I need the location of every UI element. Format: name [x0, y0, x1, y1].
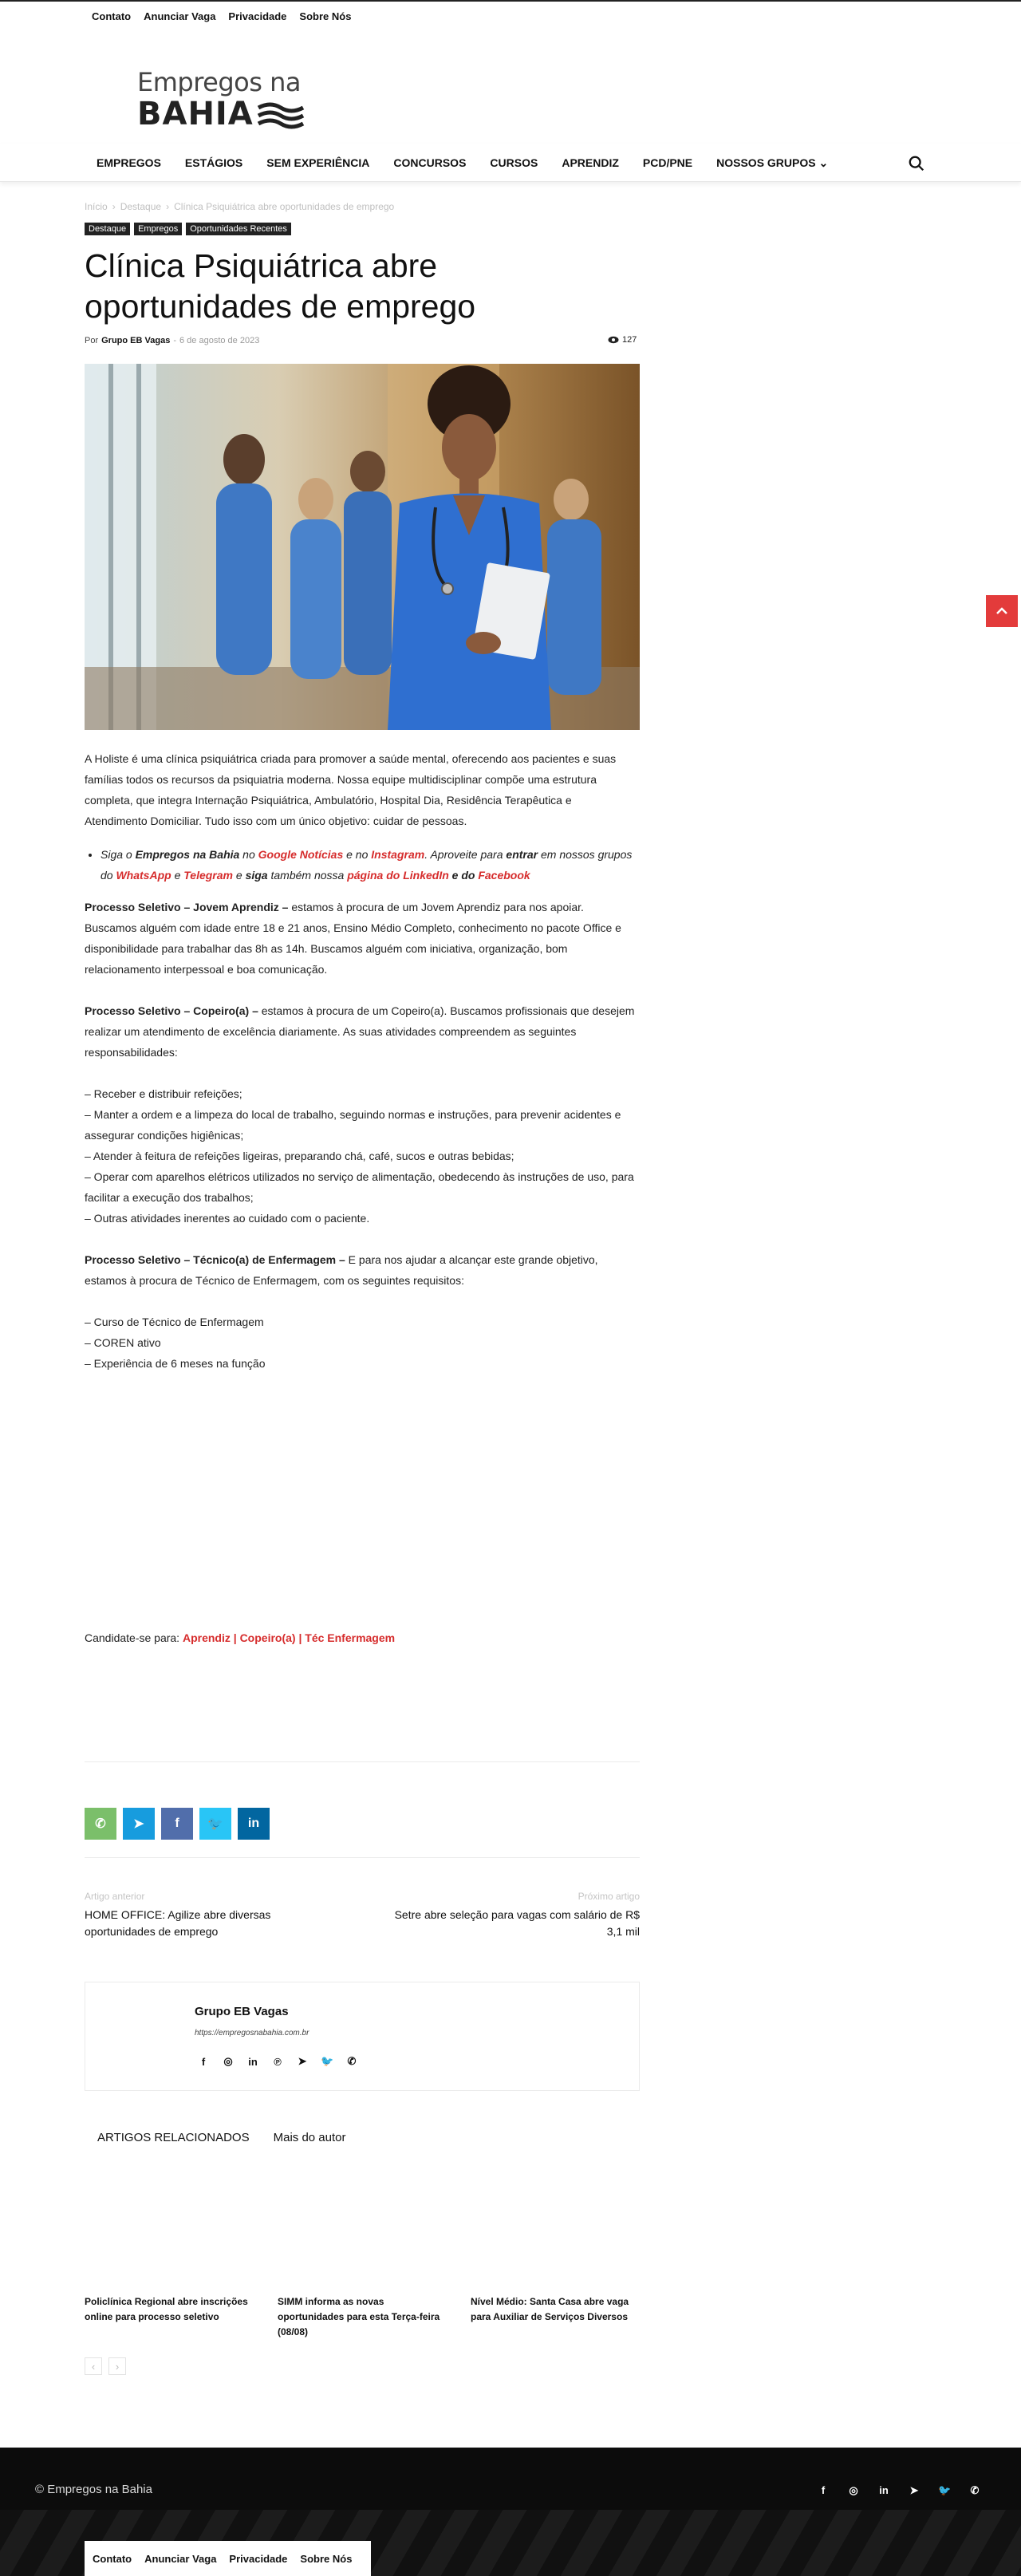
top-link-contato[interactable]: Contato	[92, 10, 132, 22]
twitter-icon[interactable]: 🐦	[938, 2484, 952, 2496]
nav-item-sem-experiencia[interactable]: SEM EXPERIÊNCIA	[266, 156, 370, 169]
category-tag[interactable]: Destaque	[85, 223, 130, 235]
author-prefix: Por	[85, 336, 99, 345]
top-links	[92, 10, 351, 22]
next-article-title[interactable]: Setre abre seleção para vagas com salário de R$ 3,1 mil	[394, 1908, 640, 1938]
related-pager	[85, 2357, 126, 2375]
tab-artigos-relacionados[interactable]: ARTIGOS RELACIONADOS	[97, 2131, 250, 2144]
linkedin-icon: in	[247, 1817, 260, 1830]
nav-item-aprendiz[interactable]: APRENDIZ	[562, 156, 619, 169]
site-logo[interactable]	[137, 67, 305, 132]
top-link-sobre-nos[interactable]: Sobre Nós	[299, 10, 352, 22]
twitter-share-button[interactable]	[199, 1808, 231, 1840]
copeiro-list-item: – Outras atividades inerentes ao cuidado com o paciente.	[85, 1212, 370, 1225]
section-tecnico: Processo Seletivo – Técnico(a) de Enfermagem – E para nos ajudar a alcançar este grande objetivo, estamos à procura de Técnico de Enfermagem, com os seguintes requisitos:	[85, 1253, 598, 1287]
meta-separator: -	[173, 336, 176, 345]
copeiro-list-item: – Manter a ordem e a limpeza do local de trabalho, seguindo normas e instruções, para prevenir acidentes e	[85, 1108, 621, 1121]
copeiro-list-item: – Receber e distribuir refeições;	[85, 1087, 242, 1100]
author-social-icons	[197, 2055, 358, 2068]
nurse-photo	[85, 364, 640, 730]
view-count-value: 127	[622, 335, 637, 345]
linkedin-icon[interactable]: in	[879, 2484, 889, 2496]
next-article-label: Próximo artigo	[578, 1891, 640, 1902]
linkedin-share-button[interactable]	[238, 1808, 270, 1840]
breadcrumb-home[interactable]: Início	[85, 201, 108, 212]
whatsapp-share-button[interactable]	[85, 1808, 116, 1840]
author-box	[85, 1982, 640, 2091]
divider	[85, 1857, 640, 1858]
tecnico-list-item: – Experiência de 6 meses na função	[85, 1357, 266, 1370]
footer-social-icons	[817, 2484, 981, 2497]
nav-item-estagios[interactable]: ESTÁGIOS	[184, 156, 243, 169]
footer-link-contato[interactable]: Contato	[93, 2552, 132, 2565]
breadcrumb-destaque[interactable]: Destaque	[120, 201, 162, 212]
related-article-title[interactable]: SIMM informa as novas oportunidades para esta Terça-feira (08/08)	[278, 2296, 440, 2337]
author-box-name[interactable]: Grupo EB Vagas	[195, 2005, 289, 2018]
facebook-icon: f	[175, 1817, 179, 1830]
previous-article-label: Artigo anterior	[85, 1891, 145, 1902]
footer-copyright: © Empregos na Bahia	[35, 2483, 152, 2496]
category-tags	[85, 223, 291, 235]
featured-image	[85, 364, 640, 730]
copeiro-list-item: assegurar condições higiênicas;	[85, 1129, 244, 1142]
related-tabs	[97, 2131, 346, 2144]
prev-page-button[interactable]: ‹	[85, 2357, 102, 2375]
footer-link-privacidade[interactable]: Privacidade	[229, 2552, 288, 2565]
apply-link-tec-enfermagem[interactable]: Téc Enfermagem	[305, 1631, 396, 1644]
category-tag[interactable]: Empregos	[134, 223, 182, 235]
view-count	[608, 335, 637, 345]
breadcrumb-separator: ›	[166, 201, 170, 212]
breadcrumb	[85, 201, 394, 212]
twitter-icon[interactable]: 🐦	[321, 2055, 334, 2067]
author-link[interactable]: Grupo EB Vagas	[101, 336, 171, 345]
apply-separator: |	[298, 1631, 302, 1644]
next-article[interactable]	[376, 1891, 640, 1940]
chevron-up-icon	[995, 607, 1008, 615]
apply-link-aprendiz[interactable]: Aprendiz	[182, 1631, 231, 1644]
divider	[85, 1761, 640, 1762]
footer-links	[85, 2541, 371, 2576]
article-body	[85, 748, 637, 1648]
instagram-icon[interactable]: ◎	[849, 2484, 858, 2496]
copeiro-list-item: – Operar com aparelhos elétricos utilizados no serviço de alimentação, obedecendo às instruções de uso, para	[85, 1170, 634, 1183]
follow-item: • Siga o Empregos na Bahia no Google Notícias e no Instagram. Aproveite para entrar em nossos grupos do WhatsApp e Telegram e siga também nossa página do LinkedIn e do Facebook	[101, 844, 637, 886]
section-copeiro: Processo Seletivo – Copeiro(a) – estamos à procura de um Copeiro(a). Buscamos profissionais que desejem realizar um atendimento de excelência diariamente. As suas atividades compreendem as seguintes responsabilidades:	[85, 1004, 635, 1059]
top-link-privacidade[interactable]: Privacidade	[228, 10, 287, 22]
section-aprendiz: Processo Seletivo – Jovem Aprendiz – estamos à procura de um Jovem Aprendiz para nos apoiar. Buscamos alguém com idade entre 18 e 21 anos, Ensino Médio Completo, conhecimento no pacote Office e disponibilidade para trabalhar das 8h as 14h. Buscamos alguém com iniciativa, organização, bom relacionamento interpessoal e boa comunicação.	[85, 901, 621, 976]
whatsapp-link[interactable]: WhatsApp	[116, 869, 171, 882]
chevron-down-icon: ⌄	[818, 156, 829, 169]
tab-mais-do-autor[interactable]: Mais do autor	[273, 2131, 346, 2144]
whatsapp-icon: ✆	[95, 1817, 106, 1831]
share-buttons	[85, 1808, 270, 1840]
search-icon[interactable]	[908, 155, 925, 172]
category-tag[interactable]: Oportunidades Recentes	[186, 223, 291, 235]
eye-icon	[608, 336, 619, 344]
telegram-icon[interactable]: ➤	[909, 2484, 919, 2496]
linkedin-link[interactable]: página do LinkedIn	[347, 869, 449, 882]
telegram-icon: ➤	[133, 1817, 144, 1831]
nav-item-nossos-grupos[interactable]: NOSSOS GRUPOS ⌄	[716, 156, 829, 169]
related-article-title[interactable]: Nível Médio: Santa Casa abre vaga para Auxiliar de Serviços Diversos	[471, 2296, 629, 2322]
google-news-link[interactable]: Google Notícias	[258, 848, 344, 861]
linkedin-icon[interactable]: in	[248, 2055, 258, 2068]
breadcrumb-separator: ›	[112, 201, 116, 212]
next-page-button[interactable]: ›	[108, 2357, 126, 2375]
twitter-icon: 🐦	[207, 1817, 223, 1831]
copeiro-list-item: – Atender à feitura de refeições ligeiras, preparando chá, café, sucos e outras bebidas;	[85, 1150, 514, 1162]
whatsapp-icon[interactable]: ✆	[347, 2055, 357, 2067]
follow-brand: Empregos na Bahia	[135, 848, 240, 861]
top-bar	[0, 0, 1021, 32]
facebook-icon[interactable]: f	[201, 2055, 206, 2068]
apply-separator: |	[233, 1631, 237, 1644]
pinterest-icon[interactable]: ℗	[274, 2055, 282, 2068]
previous-article-title[interactable]: HOME OFFICE: Agilize abre diversas oportunidades de emprego	[85, 1908, 271, 1938]
breadcrumb-current: Clínica Psiquiátrica abre oportunidades de emprego	[174, 201, 395, 212]
previous-article[interactable]	[85, 1891, 324, 1940]
top-link-anunciar-vaga[interactable]: Anunciar Vaga	[144, 10, 216, 22]
intro-paragraph: A Holiste é uma clínica psiquiátrica criada para promover a saúde mental, oferecendo aos pacientes e suas famílias todos os recursos da psiquiatria moderna. Nossa equipe multidisciplinar compõe uma estrutura completa, que integra Internação Psiquiátrica, Ambulatório, Hospital Dia, Residência Terapêutica e Atendimento Domiciliar. Tudo isso com um único objetivo: cuidar de pessoas.	[85, 752, 617, 827]
footer-link-anunciar-vaga[interactable]: Anunciar Vaga	[144, 2552, 217, 2565]
back-to-top-button[interactable]	[986, 595, 1018, 627]
instagram-icon[interactable]: ◎	[223, 2055, 233, 2067]
nav-item-concursos[interactable]: CONCURSOS	[393, 156, 467, 169]
instagram-link[interactable]: Instagram	[371, 848, 425, 861]
article-date: 6 de agosto de 2023	[179, 336, 260, 345]
footer-link-sobre-nos[interactable]: Sobre Nós	[300, 2552, 353, 2565]
logo-waves-icon	[257, 98, 305, 130]
tecnico-list-item: – Curso de Técnico de Enfermagem	[85, 1316, 264, 1328]
facebook-share-button[interactable]	[161, 1808, 193, 1840]
related-article-title[interactable]: Policlínica Regional abre inscrições online para processo seletivo	[85, 2296, 248, 2322]
site-footer	[0, 2448, 1021, 2576]
whatsapp-icon[interactable]: ✆	[970, 2484, 980, 2496]
apply-line: Candidate-se para: Aprendiz | Copeiro(a) | Téc Enfermagem	[85, 1631, 396, 1644]
author-box-url[interactable]: https://empregosnabahia.com.br	[195, 2029, 309, 2038]
telegram-share-button[interactable]	[123, 1808, 155, 1840]
nav-item-empregos[interactable]: EMPREGOS	[97, 156, 161, 169]
main-navigation	[0, 144, 1021, 182]
related-articles	[85, 2294, 638, 2340]
follow-list	[101, 844, 637, 886]
logo-line-2: BAHIA	[137, 96, 254, 132]
nav-item-cursos[interactable]: CURSOS	[490, 156, 538, 169]
telegram-link[interactable]: Telegram	[183, 869, 233, 882]
logo-line-1: Empregos na	[137, 67, 301, 97]
tecnico-list-item: – COREN ativo	[85, 1336, 161, 1349]
facebook-link[interactable]: Facebook	[478, 869, 530, 882]
article-meta	[85, 336, 259, 345]
article-title: Clínica Psiquiátrica abre oportunidades de emprego	[85, 247, 476, 325]
copeiro-list-item: facilitar a execução dos trabalhos;	[85, 1191, 254, 1204]
facebook-icon[interactable]: f	[821, 2484, 826, 2496]
telegram-icon[interactable]: ➤	[298, 2055, 307, 2067]
nav-item-pcd-pne[interactable]: PCD/PNE	[642, 156, 693, 169]
apply-link-copeiro[interactable]: Copeiro(a)	[239, 1631, 296, 1644]
